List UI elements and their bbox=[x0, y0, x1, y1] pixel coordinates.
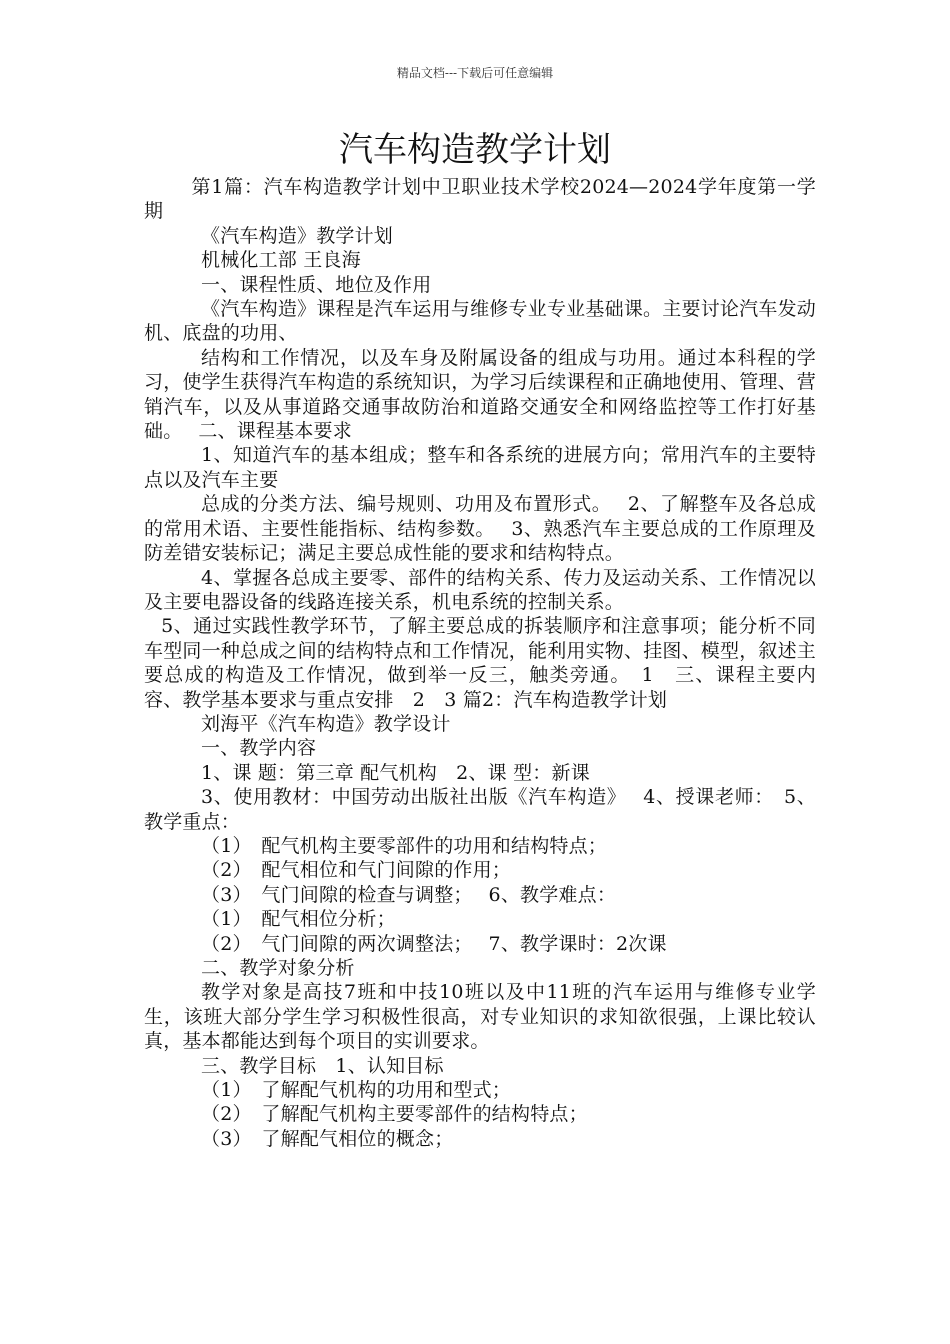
paragraph: （2） 了解配气机构主要零部件的结构特点； bbox=[201, 1103, 588, 1126]
paragraph: 第1篇：汽车构造教学计划中卫职业技术学校2024—2024学年度第一学期 bbox=[144, 176, 816, 223]
paragraph: 《汽车构造》课程是汽车运用与维修专业专业基础课。主要讨论汽车发动机、底盘的功用、 bbox=[144, 298, 816, 345]
paragraph: （2） 配气相位和气门间隙的作用； bbox=[201, 859, 511, 882]
paragraph: 一、教学内容 bbox=[201, 737, 317, 760]
paragraph: （3） 了解配气相位的概念； bbox=[201, 1127, 454, 1150]
paragraph: 1、课 题：第三章 配气机构 2、课 型：新课 bbox=[201, 761, 590, 784]
paragraph: （1） 了解配气机构的功用和型式； bbox=[201, 1079, 511, 1102]
paragraph: 1、知道汽车的基本组成；整车和各系统的进展方向；常用汽车的主要特点以及汽车主要 bbox=[144, 444, 816, 491]
paragraph: 刘海平《汽车构造》教学设计 bbox=[201, 712, 451, 735]
paragraph: （1） 配气相位分析； bbox=[201, 908, 396, 931]
document-body bbox=[144, 175, 816, 1151]
document-title: 汽车构造教学计划 bbox=[339, 130, 611, 170]
paragraph: 二、教学对象分析 bbox=[201, 957, 355, 979]
paragraph: 一、课程性质、地位及作用 bbox=[201, 273, 432, 296]
paragraph: 3、使用教材：中国劳动出版社出版《汽车构造》 4、授课老师： 5、教学重点： bbox=[144, 786, 816, 833]
paragraph: 教学对象是高技7班和中技10班以及中11班的汽车运用与维修专业学生，该班大部分学生学习积极性很高，对专业知识的求知欲很强，上课比较认真，基本都能达到每个项目的实训要求。 bbox=[144, 981, 816, 1053]
paragraph: 《汽车构造》教学计划 bbox=[201, 224, 394, 247]
paragraph: 5、通过实践性教学环节，了解主要总成的拆装顺序和注意事项；能分析不同车型同一种总成之间的结构特点和工作情况，能利用实物、挂图、模型，叙述主要总成的构造及工作情况，做到举一反三，触类旁通。 1 三、课程主要内容、教学基本要求与重点安排 2 3 篇2：汽车构造教学计划 bbox=[144, 615, 817, 711]
paragraph: 三、教学目标 1、认知目标 bbox=[201, 1054, 444, 1077]
paragraph: 4、掌握各总成主要零、部件的结构关系、传力及运动关系、工作情况以及主要电器设备的线路连接关系，机电系统的控制关系。 bbox=[144, 566, 816, 613]
paragraph: 结构和工作情况，以及车身及附属设备的组成与功用。通过本科程的学习，使学生获得汽车构造的系统知识，为学习后续课程和正确地使用、管理、营销汽车，以及从事道路交通事故防治和道路交通安全和网络监控等工作打好基础。 二、课程基本要求 bbox=[144, 346, 817, 443]
paragraph: 机械化工部 王良海 bbox=[201, 249, 361, 272]
paragraph: 总成的分类方法、编号规则、功用及布置形式。 2、了解整车及各总成的常用术语、主要性能指标、结构参数。 3、熟悉汽车主要总成的工作原理及防差错安装标记；满足主要总成性能的要求和结构特点。 bbox=[144, 493, 816, 565]
paragraph: （1） 配气机构主要零部件的功用和结构特点； bbox=[201, 834, 607, 857]
header-note: 精品文档---下载后可任意编辑 bbox=[396, 66, 554, 80]
paragraph: （2） 气门间隙的两次调整法； 7、教学课时：2次课 bbox=[201, 932, 667, 955]
paragraph: （3） 气门间隙的检查与调整； 6、教学难点： bbox=[201, 883, 617, 906]
